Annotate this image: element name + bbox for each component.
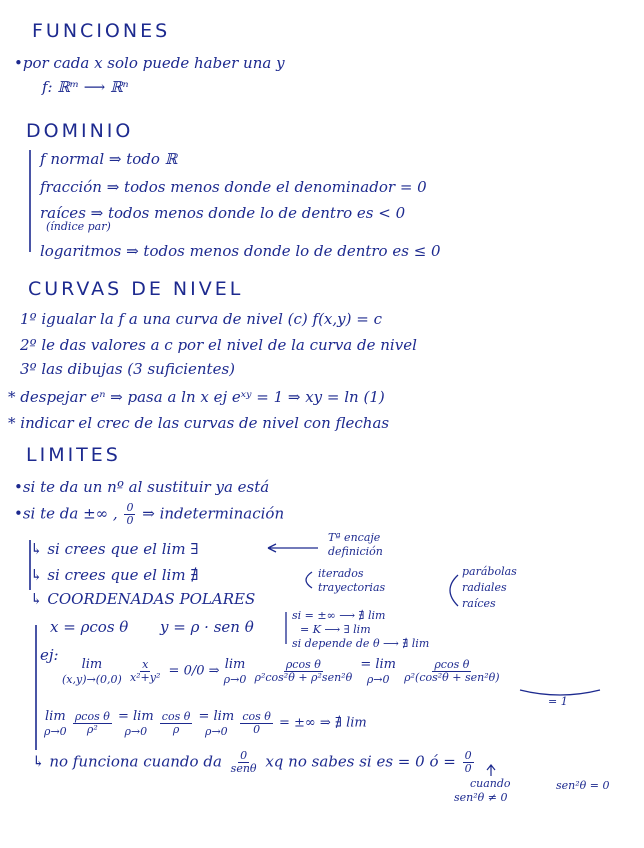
funciones-line-1: •por cada x solo puede haber una y bbox=[14, 54, 285, 72]
note-cuando: cuando bbox=[470, 777, 511, 790]
limites-notexists-b: trayectorias bbox=[318, 581, 386, 594]
limites-notexists: ↳ si crees que el lim ∄ bbox=[30, 566, 199, 584]
dominio-item-fraccion: fracción ⇒ todos menos donde el denominador = 0 bbox=[40, 178, 427, 196]
note-sen-eq: sen²θ = 0 bbox=[556, 779, 610, 792]
path-raices: raíces bbox=[462, 597, 496, 610]
example-label: ej: bbox=[40, 646, 59, 664]
funciones-title: FUNCIONES bbox=[32, 20, 171, 42]
polar-y: y = ρ · sen θ bbox=[160, 618, 254, 636]
limites-exists: ↳ si crees que el lim ∃ bbox=[30, 540, 199, 558]
dominio-title: DOMINIO bbox=[26, 120, 134, 142]
curvas-step-2: 2º le das valores a c por el nivel de la curva de nivel bbox=[20, 336, 417, 354]
notexists-brace bbox=[306, 572, 312, 588]
limites-exists-a: Tª encaje bbox=[328, 531, 381, 544]
polar-case-1: si = ±∞ ⟶ ∄ lim bbox=[292, 609, 386, 622]
limites-line-1: •si te da un nº al sustituir ya está bbox=[14, 478, 270, 496]
limites-polares: ↳ COORDENADAS POLARES bbox=[30, 590, 256, 608]
curvas-step-1: 1º igualar la f a una curva de nivel (c) f(x,y) = c bbox=[20, 310, 382, 328]
dominio-item-logaritmos: logaritmos ⇒ todos menos donde lo de dentro es ≤ 0 bbox=[40, 242, 441, 260]
limites-exists-b: definición bbox=[328, 545, 383, 558]
limites-title: LIMITES bbox=[26, 444, 121, 466]
note-sen-neq: sen²θ ≠ 0 bbox=[454, 791, 508, 804]
polar-case-3: si depende de θ ⟶ ∄ lim bbox=[292, 637, 430, 650]
underbrace-note: = 1 bbox=[548, 695, 568, 708]
polar-case-2: = K ⟶ ∃ lim bbox=[300, 623, 371, 636]
limites-line-2: •si te da ±∞ , $\frac{0}{0}$ ⇒ indeterminación bbox=[14, 501, 285, 527]
path-radiales: radiales bbox=[462, 581, 507, 594]
curvas-step-3: 3º las dibujas (3 suficientes) bbox=[20, 360, 236, 378]
example-row-2: lim ρ→0 $\frac{\text{ρcos θ}}{\text{ρ²}}$ = lim ρ→0 $\frac{\text{cos θ}}{\rho}$ = lim ρ→0 $\frac{\text{cos θ}}{0}$ = ±∞ ⇒ ∄ lim bbox=[44, 709, 367, 738]
zero-over-zero: $\frac{0}{0}$ bbox=[126, 501, 134, 527]
limites-notexists-a: iterados bbox=[318, 567, 364, 580]
dominio-item-raices: raíces ⇒ todos menos donde lo de dentro es < 0 bbox=[40, 204, 406, 222]
curvas-note-1: * despejar eⁿ ⇒ pasa a ln x ej eˣʸ = 1 ⇒ xy = ln (1) bbox=[8, 388, 385, 406]
paths-brace bbox=[450, 575, 458, 606]
polar-x: x = ρcos θ bbox=[50, 618, 129, 636]
dominio-raices-note: (índice par) bbox=[46, 220, 111, 233]
path-parabolas: parábolas bbox=[462, 565, 517, 578]
curvas-note-2: * indicar el crec de las curvas de nivel con flechas bbox=[8, 414, 390, 432]
dominio-item-normal: f normal ⇒ todo ℝ bbox=[40, 150, 178, 168]
example-row-1: lim (x,y)→(0,0) $\frac{x}{\text{x²+y²}}$ = 0/0 ⇒ lim ρ→0 $\frac{\text{ρcos θ}}{\text{ρ²cos²θ + ρ²sen²θ}}$ = lim ρ→0 $\frac{\text{ρcos θ}}{\text{ρ²(cos²θ + sen²θ)}}$ bbox=[62, 657, 500, 686]
exists-arrow bbox=[268, 544, 318, 552]
funciones-line-2: f: ℝᵐ ⟶ ℝⁿ bbox=[42, 78, 129, 96]
curvas-title: CURVAS DE NIVEL bbox=[28, 278, 244, 300]
nofunciona-line: ↳ no funciona cuando da $\frac{0}{\text{senθ}}$ xq no sabes si es = 0 ó = $\frac{0}{0}$ bbox=[32, 749, 472, 775]
note-arrow bbox=[487, 765, 495, 776]
